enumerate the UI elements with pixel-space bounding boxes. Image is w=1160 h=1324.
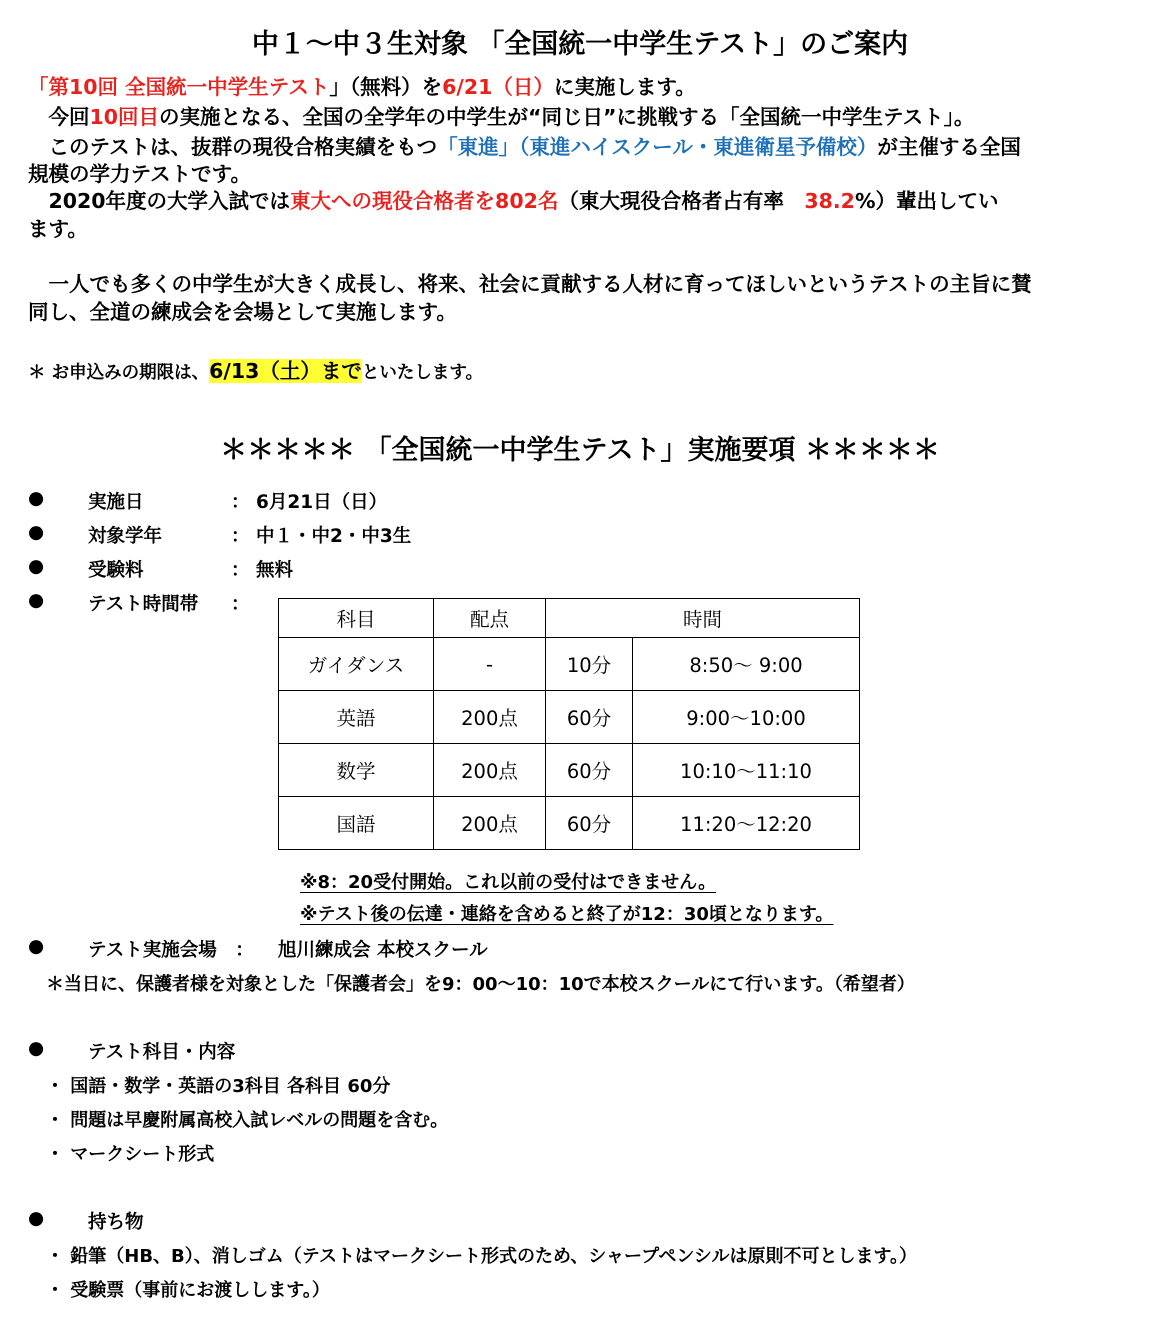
item-grade [28,522,1128,548]
cell-subject: ガイダンス [279,638,434,691]
test-date: 6/21（日） [442,75,554,99]
bullet-icon: ● [28,936,45,957]
deadline-c: といたします。 [361,363,483,383]
bullet-icon: ● [28,488,45,509]
intro-l5-c: （東大現役合格者占有率 [558,189,805,213]
parents-meeting-note: ＊当日に、保護者様を対象とした「保護者会」を9：00～10：10で本校スクールにて行います。（希望者） [46,974,915,995]
item-date [28,488,1128,514]
table-row [279,797,860,850]
intro-line-5 [28,186,999,217]
intro-l2-a: 今回 [28,105,90,129]
subjects-item: ・ 国語・数学・英語の3科目 各科目 60分 [46,1076,391,1097]
item-colon: ： [231,526,250,547]
item-fee [28,556,1128,582]
item-colon: ： [231,594,250,615]
cell-time: 11:20～12:20 [633,797,860,850]
venue-value: 旭川練成会 本校スクール [278,940,488,961]
bullet-icon: ● [28,1208,45,1229]
belongings-item: ・ 受験票（事前にお渡しします。） [46,1280,330,1301]
cell-time: 8:50～ 9:00 [633,638,860,691]
intro-line-6: ます。 [28,217,88,241]
subjects-heading: テスト科目・内容 [88,1042,236,1063]
intro-line-8: 同し、全道の練成会を会場として実施します。 [28,300,457,324]
cell-time: 9:00～10:00 [633,691,860,744]
item-belongings [28,1208,1128,1234]
belongings-item: ・ 鉛筆（HB、B）、消しゴム（テストはマークシート形式のため、シャープペンシルは原則不可とします。） [46,1246,918,1267]
intro-line-3 [28,132,1021,163]
intro-free: 」（無料）を [329,75,443,99]
bullet-icon: ● [28,556,45,577]
cell-minutes: 60分 [546,691,633,744]
section-title: ＊＊＊＊＊ 「全国統一中学生テスト」実施要項 ＊＊＊＊＊ [220,435,940,466]
page-title: 中１～中３生対象 「全国統一中学生テスト」のご案内 [251,29,909,60]
cell-subject: 英語 [279,691,434,744]
intro-quote-open: 「 [28,75,49,99]
cell-subject: 数学 [279,744,434,797]
item-subjects [28,1038,1128,1064]
item-label: 対象学年 [88,526,163,547]
tenth-time: 10回目 [89,105,160,129]
item-value: 無料 [256,560,294,581]
cell-points: - [434,638,546,691]
cell-subject: 国語 [279,797,434,850]
bullet-icon: ● [28,590,45,611]
intro-line-2 [28,102,974,133]
intro-l5-a: 2020年度の大学入試では [28,189,291,213]
cell-points: 200点 [434,744,546,797]
item-value: 6月21日（日） [256,492,388,513]
cell-points: 200点 [434,691,546,744]
belongings-heading: 持ち物 [88,1212,144,1233]
table-row [279,638,860,691]
item-colon: ： [231,560,250,581]
intro-line-4: 規模の学力テストです。 [28,162,252,186]
cell-time: 10:10～11:10 [633,744,860,797]
intro-line-7: 一人でも多くの中学生が大きく成長し、将来、社会に貢献する人材に育ってほしいというテストの主旨に賛 [28,272,1032,296]
item-value: 中１・中2・中3生 [256,526,412,547]
schedule-table [278,598,860,850]
header-subject: 科目 [279,599,434,638]
intro-l5-e: %）輩出してい [854,189,999,213]
cell-minutes: 60分 [546,797,633,850]
test-name: 第10回 全国統一中学生テスト [48,75,330,99]
table-row [279,744,860,797]
bullet-icon: ● [28,1038,45,1059]
cell-minutes: 60分 [546,744,633,797]
item-colon: ： [231,492,250,513]
cell-points: 200点 [434,797,546,850]
header-time: 時間 [546,599,860,638]
subjects-item: ・ マークシート形式 [46,1144,215,1165]
cell-minutes: 10分 [546,638,633,691]
subjects-item: ・ 問題は早慶附属高校入試レベルの問題を含む。 [46,1110,449,1131]
reception-note: ※8：20受付開始。これ以前の受付はできません。 [300,872,717,893]
item-label: 受験料 [88,560,144,581]
deadline-a: ＊ お申込みの期限は、 [28,363,210,383]
table-header-row [279,599,860,638]
toshin-name: 「東進」（東進ハイスクール・東進衛星予備校） [437,135,878,159]
table-row [279,691,860,744]
deadline-date: 6/13（土）まで [209,359,362,383]
item-label: テスト時間帯 [88,594,199,615]
intro-l3-c: が主催する全国 [877,135,1021,159]
intro-l2-c: の実施となる、全国の全学年の中学生が“同じ日”に挑戦する「全国統一中学生テスト」。 [159,105,975,129]
bullet-icon: ● [28,522,45,543]
item-label: 実施日 [88,492,144,513]
item-venue [28,936,1128,962]
intro-end: に実施します。 [553,75,696,99]
header-points: 配点 [434,599,546,638]
todai-count: 東大への現役合格者を802名 [290,189,559,213]
end-time-note: ※テスト後の伝達・連絡を含めると終了が12：30頃となります。 [300,904,834,925]
intro-line-1 [28,72,696,103]
intro-l3-a: このテストは、抜群の現役合格実績をもつ [28,135,438,159]
deadline-note [28,354,483,384]
todai-rate: 38.2 [804,189,855,213]
venue-label: テスト実施会場 ： [88,940,254,961]
